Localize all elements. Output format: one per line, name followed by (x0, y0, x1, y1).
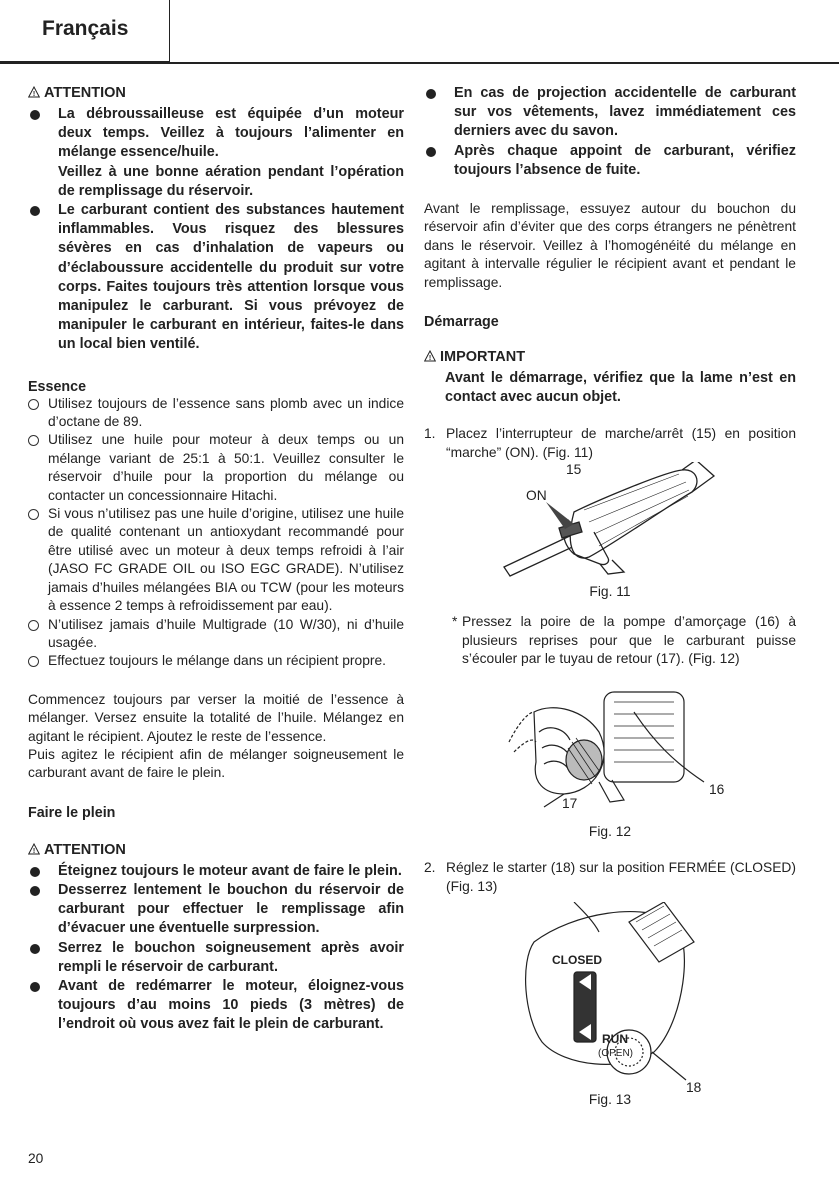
bullet-dot-icon (30, 110, 40, 120)
circle-bullet-icon (28, 399, 39, 410)
bullet-dot-icon (30, 867, 40, 877)
language-label: Français (42, 17, 129, 40)
warning-triangle-icon (28, 86, 40, 98)
circle-bullet-icon (28, 509, 39, 520)
fig-13-label-run: RUN (602, 1032, 628, 1047)
bullet-dot-icon (30, 982, 40, 992)
essence-item: Utilisez toujours de l’essence sans plomb avec un indice d’octane de 89. (28, 395, 404, 432)
attention-item: Après chaque appoint de carburant, vérifiez toujours l’absence de fuite. (424, 142, 796, 180)
attention-heading-2: ! ATTENTION (28, 841, 404, 860)
fig-12-caption: Fig. 12 (588, 824, 632, 840)
attention-item: Avant de redémarrer le moteur, éloignez-vous toujours d’au moins 10 pieds (3 mètres) de l’endroit où vous avez fait le plein de carburant. (28, 977, 404, 1035)
refuel-heading: Faire le plein (28, 804, 116, 821)
step-1: 1. Placez l’interrupteur de marche/arrêt (15) en position “marche” (ON). (Fig. 11) (424, 426, 796, 460)
right-column (424, 84, 796, 1107)
primer-note: * Pressez la poire de la pompe d’amorçage (16) à plusieurs reprises pour que le carburant puisse s’écouler par le tuyau de retour (17). (Fig. 12) (452, 614, 796, 667)
fig-11-label-on: ON (526, 488, 547, 504)
bullet-dot-icon (426, 89, 436, 99)
circle-bullet-icon (28, 435, 39, 446)
essence-item: Si vous n’utilisez pas une huile d’origine, utilisez une huile de qualité contenant un antioxydant recommandé pour être utilisé avec un moteur à deux temps refroidi à l’air (JASO FC GRADE OIL ou ISO EGC GRADE). N’utilisez jamais d’huiles mélangées BIA ou TCW (pour les moteurs à essence 2 temps à refroidissement par eau). (28, 505, 404, 615)
svg-text:!: ! (32, 847, 36, 855)
fig-13-choke-illustration (424, 902, 796, 1092)
attention-heading-1: ! ATTENTION (28, 84, 404, 103)
bullet-dot-icon (30, 944, 40, 954)
attention-item: Le carburant contient des substances hautement inflammables. Vous risquez des blessures sévères en cas d’inhalation de vapeurs ou d’éclaboussure accidentelle du produit sur votre corps. Faites toujours très attention lorsque vous manipulez le carburant. Si vous prévoyez de manipuler le carburant en intérieur, faites-le dans un local bien ventilé. (28, 201, 404, 355)
fig-13-label-18: 18 (686, 1080, 702, 1093)
fig-13-label-open: (OPEN) (598, 1048, 633, 1060)
language-tab (0, 0, 170, 62)
step-2: 2. Réglez le starter (18) sur la position FERMÉE (CLOSED)(Fig. 13) (424, 860, 796, 894)
important-heading: ! IMPORTANT (424, 348, 796, 367)
attention-item: Éteignez toujours le moteur avant de faire le plein. (28, 862, 404, 881)
svg-text:!: ! (32, 91, 36, 98)
mixing-paragraph-2: Puis agitez le récipient afin de mélanger soigneusement le carburant avant de faire le plein. (28, 746, 404, 781)
warning-triangle-icon (424, 350, 436, 362)
bullet-dot-icon (426, 147, 436, 157)
fig-13-caption: Fig. 13 (588, 1092, 632, 1108)
bullet-dot-icon (30, 886, 40, 896)
startup-heading: Démarrage (424, 314, 499, 331)
important-text: Avant le démarrage, vérifiez que la lame n’est en contact avec aucun objet. (445, 370, 796, 406)
fig-12-primer-illustration (424, 682, 796, 824)
fig-12-label-16: 16 (709, 782, 725, 798)
refill-paragraph: Avant le remplissage, essuyez autour du bouchon du réservoir afin d’éviter que des corps étrangers ne pénètrent dans le réservoir. Veillez à l’homogénéité du mélange en agitant à intervalle régulier le récipient avant et pendant le remplissage. (424, 201, 796, 290)
fig-11-switch-illustration (424, 462, 796, 584)
svg-text:!: ! (428, 355, 432, 363)
page-number: 20 (28, 1151, 44, 1166)
attention-item: La débroussailleuse est équipée d’un moteur deux temps. Veillez à toujours l’alimenter en mélange essence/huile. Veillez à une bonne aération pendant l’opération de remplissage du réservoir. (28, 105, 404, 201)
circle-bullet-icon (28, 656, 39, 667)
fig-11-caption: Fig. 11 (589, 584, 631, 600)
essence-item: N’utilisez jamais d’huile Multigrade (10 W/30), ni d’huile usagée. (28, 616, 404, 653)
left-column (28, 84, 404, 1035)
fig-13-label-closed: CLOSED (552, 953, 603, 968)
attention-item: Desserrez lentement le bouchon du réservoir de carburant pour effectuer le remplissage afin d’évacuer une éventuelle surpression. (28, 881, 404, 939)
warning-triangle-icon (28, 843, 40, 855)
essence-item: Utilisez une huile pour moteur à deux temps ou un mélange variant de 25:1 à 50:1. Veuillez consulter le réservoir d’huile pour la proportion du mélange ou contacter un concessionnaire Hitachi. (28, 431, 404, 505)
fig-11-label-15: 15 (566, 462, 582, 478)
essence-heading: Essence (28, 378, 87, 395)
essence-item: Effectuez toujours le mélange dans un récipient propre. (28, 652, 404, 670)
circle-bullet-icon (28, 620, 39, 631)
header-rule (0, 62, 839, 64)
attention-item: Serrez le bouchon soigneusement après avoir rempli le réservoir de carburant. (28, 939, 404, 977)
fig-12-label-17: 17 (562, 796, 578, 812)
arrow-icon (546, 502, 574, 529)
mixing-paragraph: Commencez toujours par verser la moitié de l’essence à mélanger. Versez ensuite la totalité de l’huile. Mélangez en agitant le récipient. Ajoutez le reste de l’essence. (28, 691, 404, 744)
bullet-dot-icon (30, 206, 40, 216)
attention-item: En cas de projection accidentelle de carburant sur vos vêtements, lavez immédiatement ces derniers avec du savon. (424, 84, 796, 142)
